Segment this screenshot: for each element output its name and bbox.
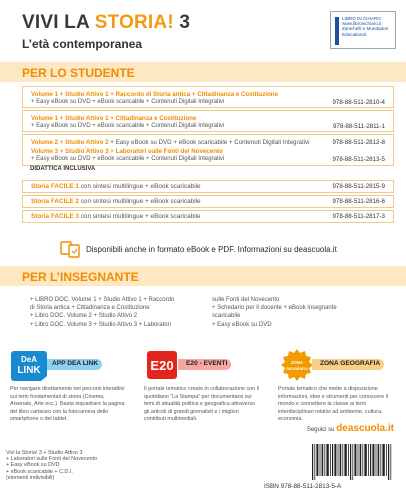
teacher-item: + Easy eBook su DVD xyxy=(212,321,272,328)
teacher-item: + Libro DOC. Volume 2 + Studio Attivo 2 xyxy=(30,313,138,320)
volume-row xyxy=(22,146,394,166)
product-text: Il portale tematico creato in collaborazione con il quotidiano “La Stampa” per documentarsi sui temi di attualità politica e geografica attraverso gli articoli di grandi giornalisti e i migliori contributi multimediali. xyxy=(144,386,260,423)
title-number: 3 xyxy=(173,12,191,33)
facile-isbn: 978-88-511-2817-3 xyxy=(332,213,385,220)
footer-item: (elementi indivisibili) xyxy=(6,474,55,481)
facile-extras: con sintesi multilingue + eBook scaricabile xyxy=(78,183,201,190)
volume-title: Volume 3 + Studio Attivo 3 + Laboratori sulle Fonti del Novecento xyxy=(31,148,223,155)
footer-contents xyxy=(6,450,97,481)
teacher-item: scaricabile xyxy=(212,313,241,320)
follow-prefix: Seguici su xyxy=(306,427,337,433)
e20-icon xyxy=(144,348,182,382)
badge-bar-icon xyxy=(335,17,339,45)
student-section-header xyxy=(0,62,406,82)
teacher-section-header xyxy=(0,266,406,286)
product-text: Per navigare direttamente nei percorsi interattivi sui temi fondamentali di storia (Cinema, Arsenale, Arte ecc.). Basta inquadrare la pagina del libro cartaceo con la fotocamera dello smartphone o del tablet. xyxy=(10,386,125,423)
teacher-item: sulle Fonti del Novecento xyxy=(212,297,280,303)
volume-extras: + Easy eBook su DVD + eBook scaricabile + Contenuti Digitali Integrativi xyxy=(31,123,225,129)
volume-isbn: 978-88-511-2810-4 xyxy=(332,99,385,106)
facile-extras: con sintesi multilingue + eBook scaricabile xyxy=(78,198,201,205)
footer-item: + Laboratori sulle Fonti del Novecento xyxy=(6,456,97,463)
teacher-item: + Libro DOC. Volume 3 + Studio Attivo 3 + Laboratori xyxy=(30,321,171,328)
product-title: APP DEA LINK xyxy=(44,359,102,370)
title-part2: STORIA! xyxy=(94,12,174,33)
zona-geografia-icon xyxy=(278,348,316,382)
availability-note: Disponibili anche in formato eBook e PDF. Informazioni su deascuola.it xyxy=(86,245,337,254)
volume-isbn: 978-88-511-2811-1 xyxy=(332,123,385,130)
volume-row xyxy=(22,110,394,132)
facile-title: Storia FACILE 1 xyxy=(31,183,79,190)
dea-link-icon xyxy=(10,348,48,382)
book-title xyxy=(22,12,190,34)
badge-text: LIBRO IN CHIARO www.libroinchiaro.it Zanichelli e Mondadori Educational xyxy=(342,16,389,37)
svg-text:ZONA: ZONA xyxy=(291,360,303,365)
footer-item: + eBook scaricabile + C.D.I. xyxy=(6,468,73,475)
volume-title: Volume 1 + Studio Attivo 1 + Raccordo di Storia antica + Cittadinanza e Costituzione xyxy=(31,91,279,98)
volume-isbn: 978-88-511-2812-8 xyxy=(332,139,385,146)
facile-isbn: 978-88-511-2815-9 xyxy=(332,183,385,190)
facile-row xyxy=(22,195,394,208)
facile-isbn: 978-88-511-2816-6 xyxy=(332,198,385,205)
volume-row xyxy=(22,86,394,108)
ebook-devices-icon xyxy=(60,240,80,258)
volume-extras: + Easy eBook su DVD + eBook scaricabile + Contenuti Digitali Integrativi xyxy=(31,99,225,105)
follow-site-link[interactable]: deascuola.it xyxy=(336,423,394,434)
barcode-icon xyxy=(312,444,396,480)
footer-item: Vivi la Storia! 3 + Studio Attivo 3 xyxy=(6,450,83,456)
facile-title: Storia FACILE 3 xyxy=(31,213,79,220)
footer-isbn: ISBN 978-88-511-2813-5-A xyxy=(264,483,342,490)
svg-text:E20: E20 xyxy=(150,358,174,373)
facile-title: Storia FACILE 2 xyxy=(31,198,79,205)
svg-text:DeA: DeA xyxy=(20,355,38,364)
facile-extras: con sintesi multilingue + eBook scaricabile xyxy=(78,213,201,220)
teacher-heading: PER L’INSEGNANTE xyxy=(22,270,139,284)
teacher-item: + Schedario per il docente + eBook insegnante xyxy=(212,305,337,312)
book-subtitle: L’età contemporanea xyxy=(22,37,143,51)
volume-isbn: 978-88-511-2813-5 xyxy=(332,156,385,163)
teacher-item: di Storia antica + Cittadinanza e Costituzione xyxy=(30,305,150,312)
volume-title: Volume 2 + Studio Attivo 2 xyxy=(31,139,109,146)
volume-extras: + Easy eBook su DVD + eBook scaricabile + Contenuti Digitali Integrativi xyxy=(31,156,225,162)
teacher-item: + LIBRO DOC. Volume 1 + Studio Attivo 1 + Raccordo xyxy=(30,297,175,303)
product-title: E20 - EVENTI xyxy=(178,359,231,370)
volume-title: Volume 1 + Studio Attivo 1 + Cittadinanza e Costituzione xyxy=(31,115,197,122)
product-title: ZONA GEOGRAFIA xyxy=(312,359,384,370)
svg-text:GEOGRAFIA: GEOGRAFIA xyxy=(286,367,308,371)
follow-us xyxy=(307,423,394,434)
didattica-label: DIDATTICA INCLUSIVA xyxy=(30,166,96,172)
facile-row xyxy=(22,210,394,223)
facile-row xyxy=(22,180,394,193)
product-text: Portale tematico che mette a disposizione informazioni, idee e strumenti per conoscere il mondo e connettere la classe ai temi interdisciplinari relativi ad ambiente, cultura, economia. xyxy=(278,386,388,423)
teacher-list-left xyxy=(30,296,174,329)
footer-item: + Easy eBook su DVD xyxy=(6,462,60,469)
libro-in-chiaro-badge xyxy=(330,11,396,49)
title-part1: VIVI LA xyxy=(22,12,95,33)
volume-extras: + Easy eBook su DVD + eBook scaricabile + Contenuti Digitali Integrativi xyxy=(108,139,310,146)
student-heading: PER LO STUDENTE xyxy=(22,66,135,80)
svg-text:LINK: LINK xyxy=(17,365,41,376)
teacher-list-right xyxy=(212,296,337,329)
